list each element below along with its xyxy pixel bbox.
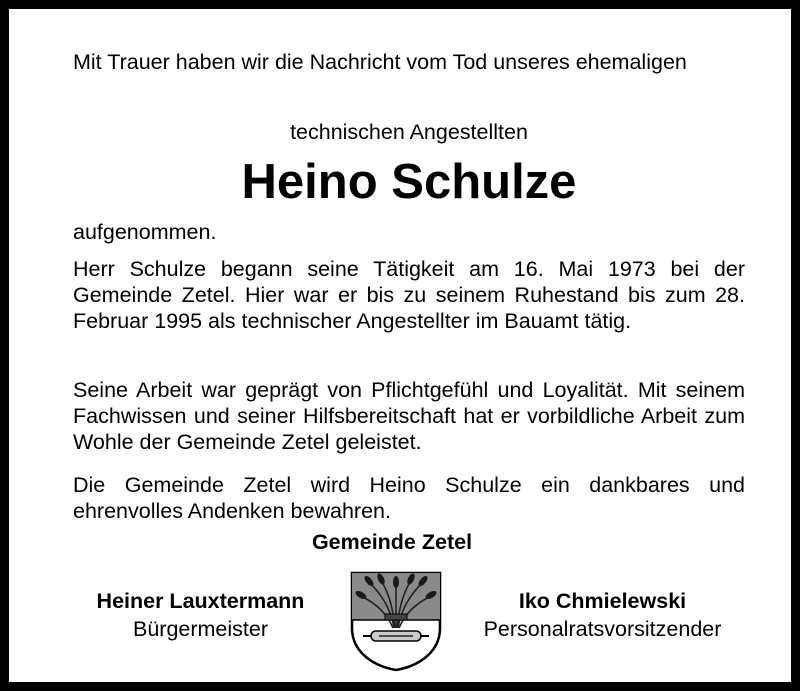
coat-of-arms-icon bbox=[349, 570, 443, 673]
signatory-mayor bbox=[73, 588, 328, 643]
signatory-role: Bürgermeister bbox=[132, 617, 268, 641]
notice-content bbox=[73, 49, 745, 554]
remembrance-paragraph: Die Gemeinde Zetel wird Heino Schulze ein dankbares und ehrenvolles Andenken bewahren. bbox=[73, 473, 745, 523]
organization-name: Gemeinde Zetel bbox=[311, 530, 473, 554]
signatory-staff-council bbox=[455, 588, 750, 643]
intro-text: Mit Trauer haben wir die Nachricht vom Tod unseres ehemaligen bbox=[73, 50, 687, 74]
career-paragraph: Herr Schulze begann seine Tätigkeit am 16. Mai 1973 bei der Gemeinde Zetel. Hier war er bis zu seinem Ruhestand bis zum 28. Februar 1995 als technischer Angestellter im Bauamt tätig. bbox=[73, 257, 745, 333]
signatory-name: Heiner Lauxtermann bbox=[96, 589, 305, 613]
signatory-name: Iko Chmielewski bbox=[518, 589, 687, 613]
intro-continuation: aufgenommen. bbox=[73, 220, 217, 244]
tribute-paragraph: Seine Arbeit war geprägt von Pflichtgefühl und Loyalität. Mit seinem Fachwissen und seiner Hilfsbereitschaft hat er vorbildliche Arbeit zum Wohle der Gemeinde Zetel geleistet. bbox=[73, 378, 745, 454]
deceased-name: Heino Schulze bbox=[241, 155, 577, 209]
signatory-role: Personalratsvorsitzender bbox=[483, 617, 722, 641]
job-title: technischen Angestellten bbox=[290, 120, 528, 144]
